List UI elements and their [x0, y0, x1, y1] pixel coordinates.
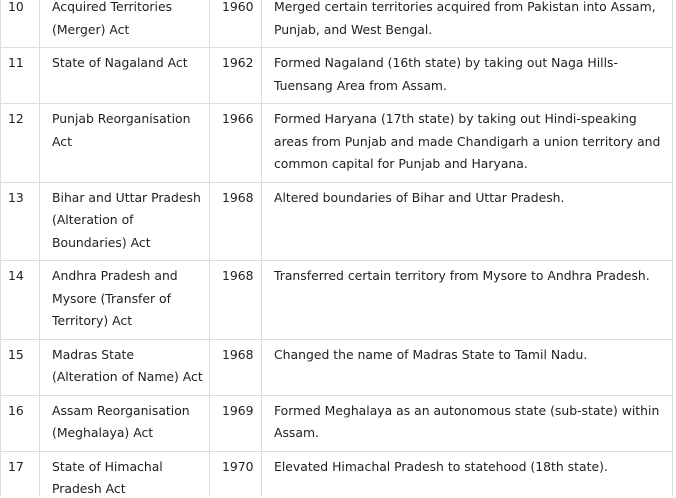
serial-number-cell: 15: [1, 339, 40, 395]
serial-number-cell: 12: [1, 104, 40, 183]
description-cell: Elevated Himachal Pradesh to statehood (18th state).: [262, 451, 673, 498]
act-name-cell: Punjab Reorganisation Act: [40, 104, 210, 183]
act-name-cell: State of Nagaland Act: [40, 48, 210, 104]
year-cell: 1966: [210, 104, 262, 183]
act-name-cell: Madras State (Alteration of Name) Act: [40, 339, 210, 395]
year-cell: 1960: [210, 0, 262, 48]
act-name-cell: Andhra Pradesh and Mysore (Transfer of Territory) Act: [40, 261, 210, 340]
table-row: [1, 104, 673, 183]
year-cell: 1970: [210, 451, 262, 498]
description-cell: Altered boundaries of Bihar and Uttar Pradesh.: [262, 182, 673, 261]
act-name-cell: Assam Reorganisation (Meghalaya) Act: [40, 395, 210, 451]
table-row: [1, 339, 673, 395]
act-name-cell: State of Himachal Pradesh Act: [40, 451, 210, 498]
table-row: [1, 261, 673, 340]
serial-number-cell: 10: [1, 0, 40, 48]
table-row: [1, 48, 673, 104]
year-cell: 1969: [210, 395, 262, 451]
serial-number-cell: 11: [1, 48, 40, 104]
year-cell: 1968: [210, 261, 262, 340]
serial-number-cell: 14: [1, 261, 40, 340]
serial-number-cell: 16: [1, 395, 40, 451]
year-cell: 1968: [210, 339, 262, 395]
act-name-cell: Acquired Territories (Merger) Act: [40, 0, 210, 48]
year-cell: 1962: [210, 48, 262, 104]
year-cell: 1968: [210, 182, 262, 261]
serial-number-cell: 13: [1, 182, 40, 261]
act-name-cell: Bihar and Uttar Pradesh (Alteration of Boundaries) Act: [40, 182, 210, 261]
description-cell: Formed Haryana (17th state) by taking out Hindi-speaking areas from Punjab and made Chandigarh a union territory and common capital for Punjab and Haryana.: [262, 104, 673, 183]
description-cell: Changed the name of Madras State to Tamil Nadu.: [262, 339, 673, 395]
table-row: [1, 395, 673, 451]
serial-number-cell: 17: [1, 451, 40, 498]
description-cell: Formed Meghalaya as an autonomous state (sub-state) within Assam.: [262, 395, 673, 451]
description-cell: Transferred certain territory from Mysore to Andhra Pradesh.: [262, 261, 673, 340]
description-cell: Merged certain territories acquired from Pakistan into Assam, Punjab, and West Bengal.: [262, 0, 673, 48]
table-row: [1, 182, 673, 261]
table-row: [1, 0, 673, 48]
description-cell: Formed Nagaland (16th state) by taking out Naga Hills-Tuensang Area from Assam.: [262, 48, 673, 104]
table-row: [1, 451, 673, 498]
